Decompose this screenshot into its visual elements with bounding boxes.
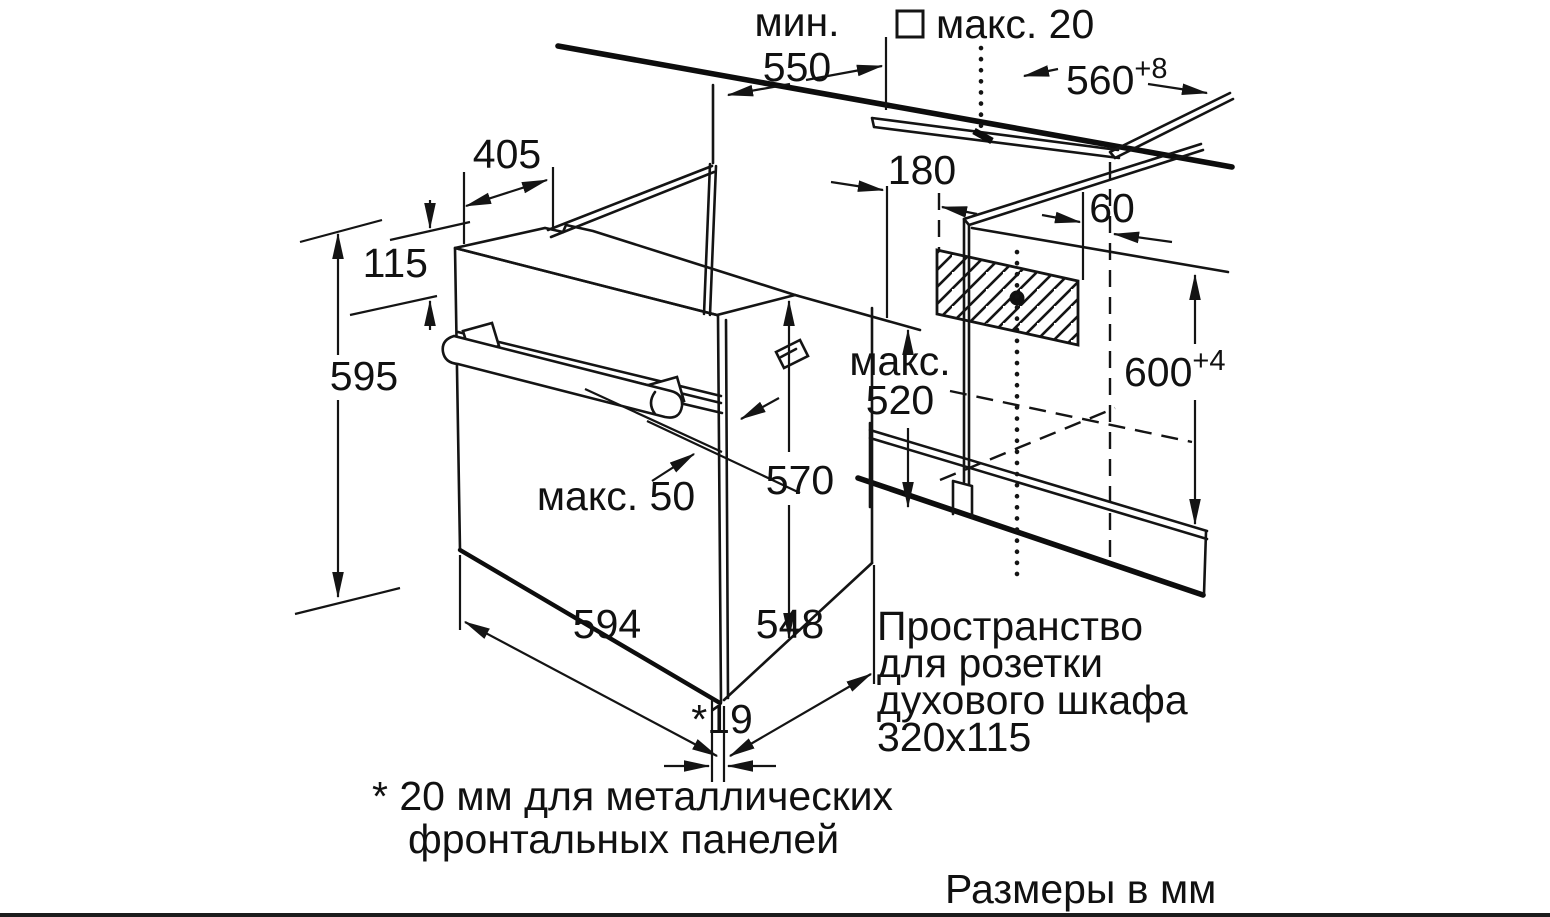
dim-560-arrow-right [1148, 84, 1207, 93]
dim-180-arrow-right [942, 207, 977, 214]
socket-note [877, 603, 1188, 760]
oven-body [443, 225, 920, 703]
tall-cabinet-left-edge [704, 85, 716, 315]
frontal-panels-footnote [372, 773, 894, 862]
dim-600-group [1124, 275, 1226, 524]
right-cabinet-niche [858, 48, 1233, 595]
dim-115-label: 115 [362, 240, 428, 286]
oven-front-left-edge [455, 248, 460, 550]
dim-520-prefix-label: макс. [849, 338, 951, 384]
socket-note-line-3: духового шкафа [877, 677, 1188, 723]
niche-shelf-front-edge [870, 430, 1207, 539]
dim-550-value-label: 550 [762, 44, 832, 90]
oven-top-face [455, 225, 795, 315]
dim-595-label: 595 [329, 353, 399, 399]
dim-570-label: 570 [765, 457, 835, 503]
cabinet-right-end [1204, 532, 1206, 594]
dim-60-group [1042, 185, 1172, 280]
dim-560-label: 560+8 [1066, 53, 1168, 103]
footnote-line-2: фронтальных панелей [408, 816, 840, 862]
footnote-line-1: * 20 мм для металлических [372, 773, 894, 819]
niche-floor-side-hidden-line [940, 408, 1115, 480]
dim-594-group [460, 555, 717, 756]
units-note: Размеры в мм [945, 866, 1217, 912]
dim-180-label: 180 [887, 147, 957, 193]
dim-180-arrow-left [831, 182, 883, 190]
dim-560-group [1024, 53, 1207, 103]
socket-note-line-1: Пространство [877, 603, 1143, 649]
dim-60-label: 60 [1089, 185, 1135, 231]
dim-max20-group [897, 1, 1094, 47]
dim-50-arrow-upper [741, 398, 779, 419]
dim-60-arrow-left [1042, 215, 1080, 222]
dim-19-label: *19 [691, 696, 753, 742]
dim-405-label: 405 [472, 131, 542, 177]
oven-side-top-edge [795, 295, 920, 330]
dim-550-prefix-label: мин. [754, 0, 840, 45]
dim-50-label: макс. 50 [536, 473, 696, 519]
niche-floor-back-hidden-line [950, 391, 1192, 442]
dim-600-label: 600+4 [1124, 345, 1226, 395]
dim-548-label: 548 [755, 601, 825, 647]
socket-note-line-4: 320x115 [877, 714, 1032, 760]
socket-note-line-2: для розетки [877, 640, 1103, 686]
cabinet-floor-front-edge [858, 478, 1203, 595]
worktop-square-symbol [897, 11, 923, 37]
dim-115-group [350, 200, 470, 330]
dim-405-arrow [466, 180, 547, 206]
dim-560-arrow-left [1024, 69, 1058, 76]
dim-405-group [464, 131, 553, 244]
image-bottom-edge [0, 913, 1550, 917]
side-rail-bracket [776, 340, 808, 368]
socket-space-hatched-area [937, 250, 1078, 345]
dim-594-label: 594 [572, 601, 642, 647]
oven-front-right-edges [718, 316, 728, 702]
dim-520-value-label: 520 [865, 377, 935, 423]
dim-60-arrow-right [1114, 234, 1172, 242]
dim-405-ext-lines [464, 167, 553, 244]
dim-max20-label: макс. 20 [936, 1, 1095, 47]
